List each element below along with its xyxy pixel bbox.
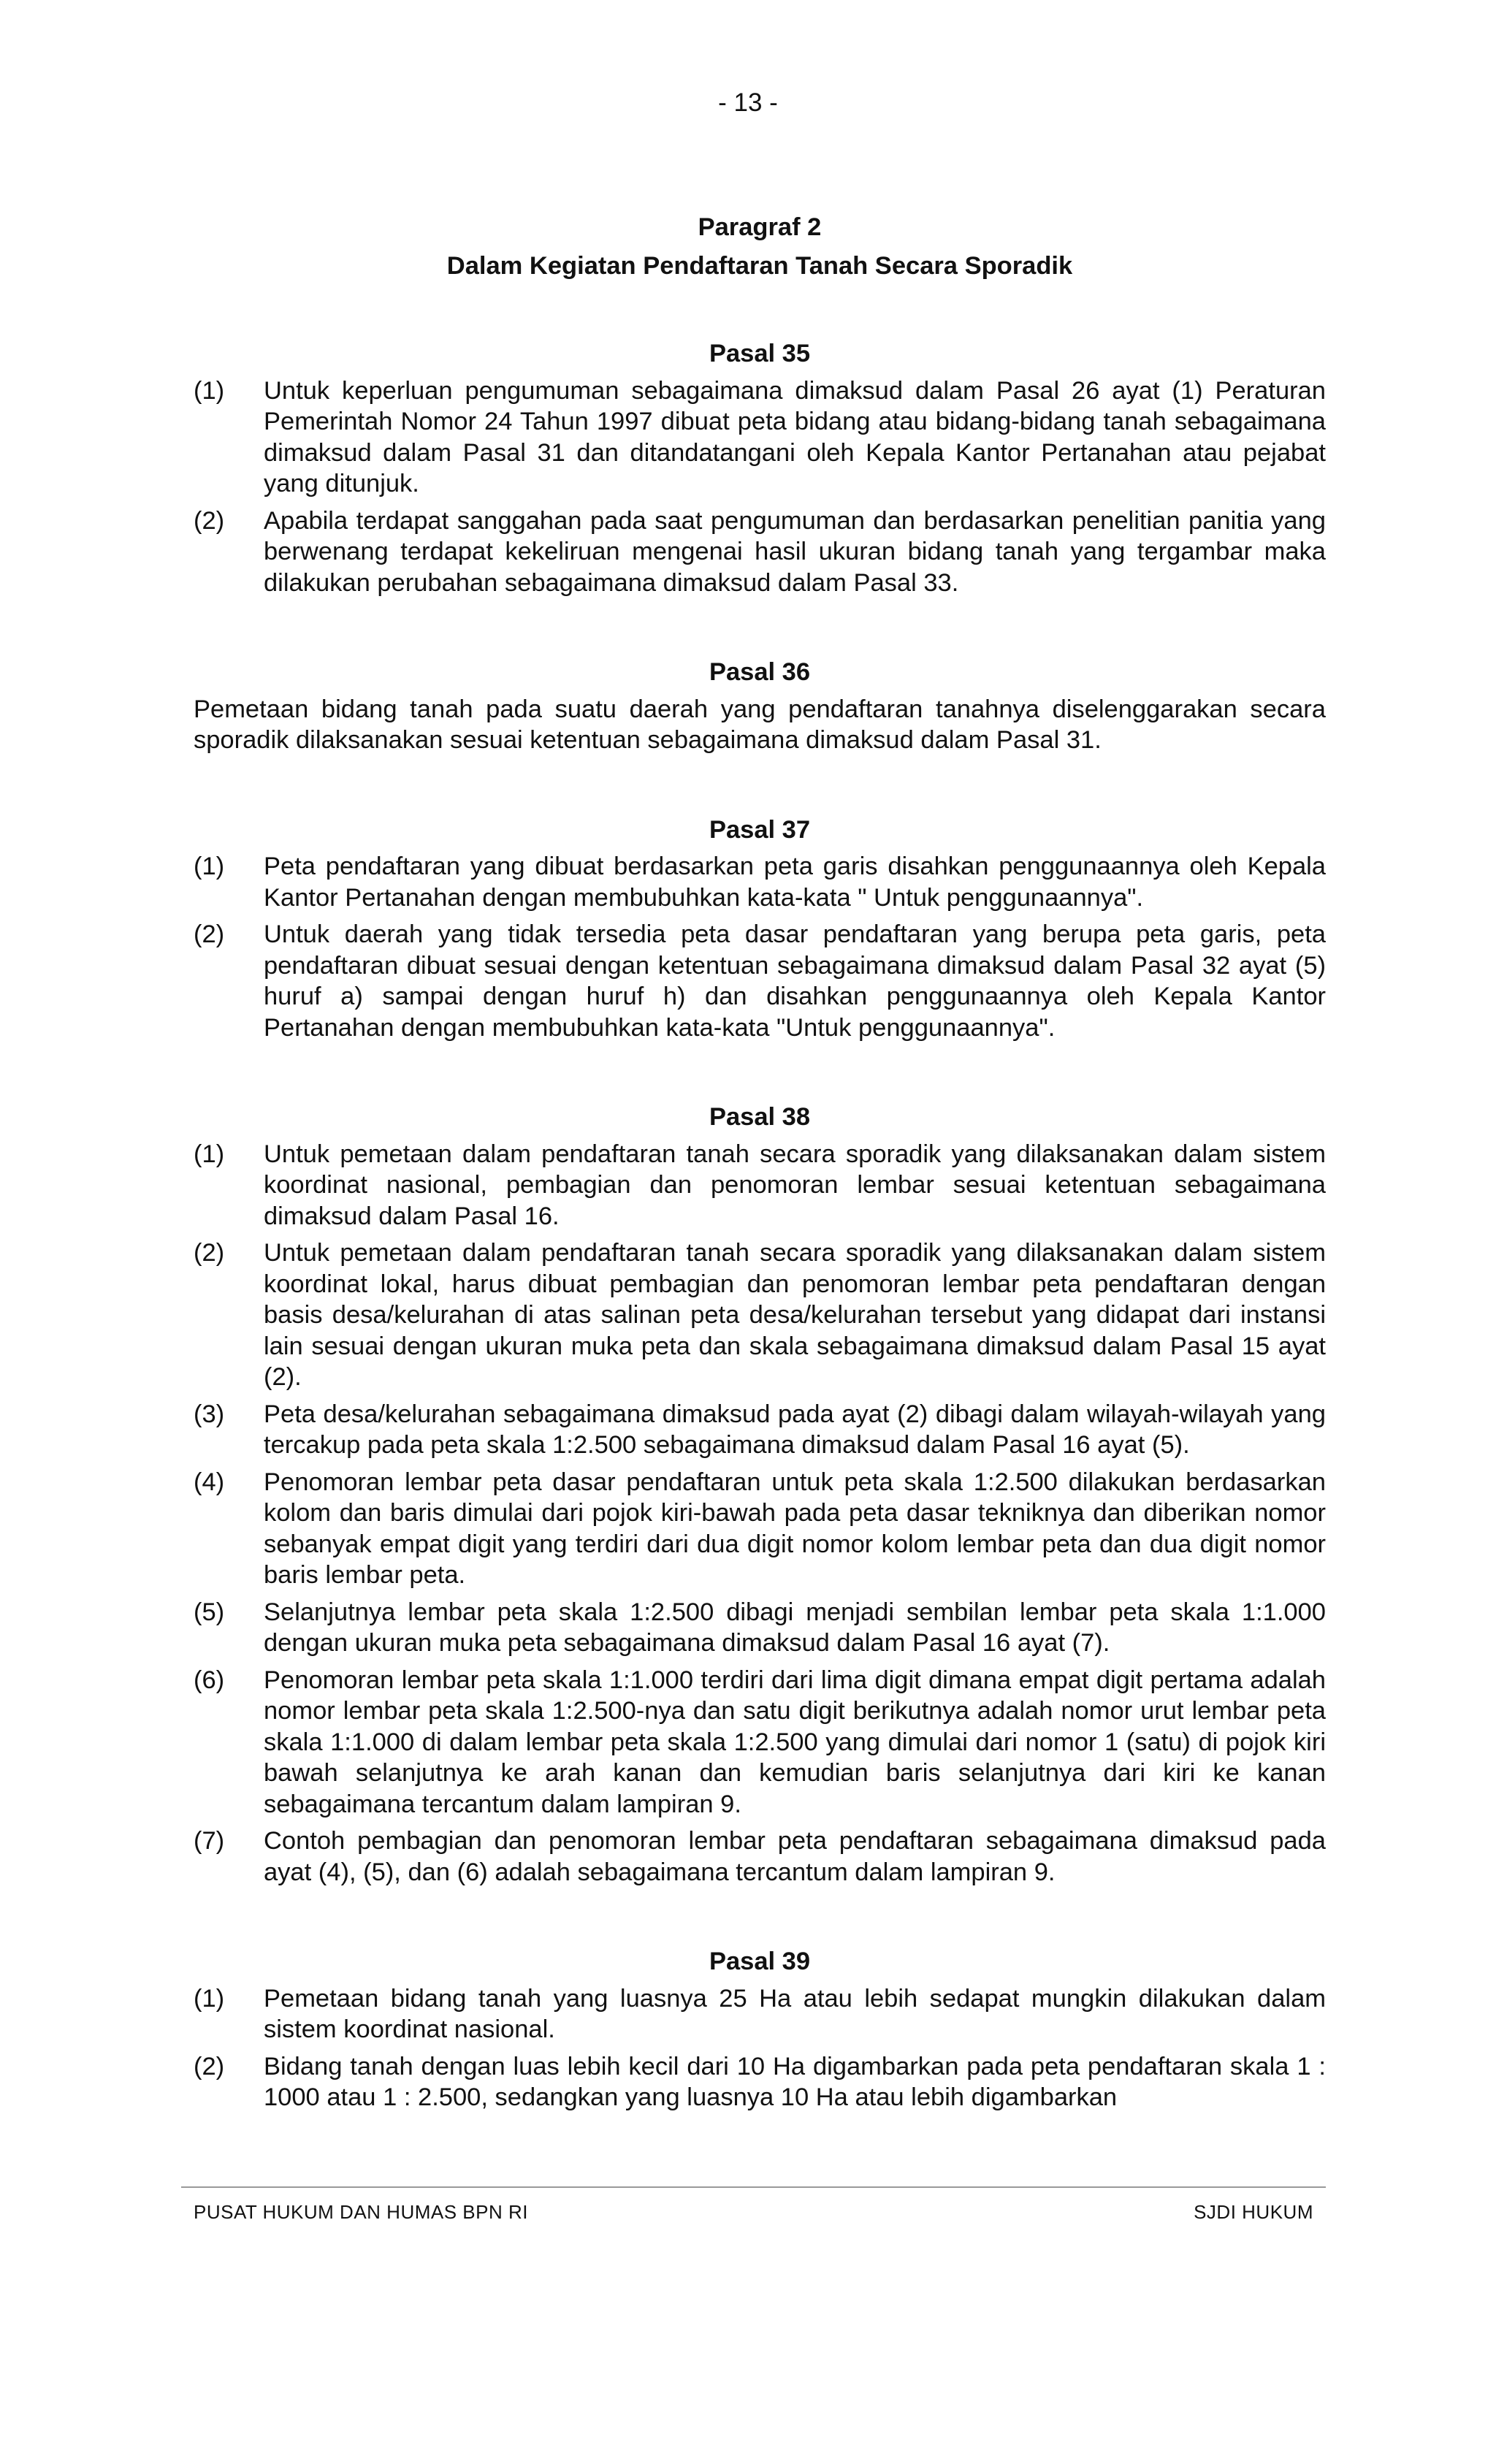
item-number: (2) — [194, 2052, 225, 2080]
document-body — [194, 212, 1326, 2113]
item-number: (1) — [194, 1140, 225, 1168]
pasal-39-item-2 — [194, 2051, 1326, 2113]
item-number: (2) — [194, 506, 225, 535]
item-number: (1) — [194, 376, 225, 405]
pasal-37-title: Pasal 37 — [709, 815, 811, 844]
item-text: Untuk pemetaan dalam pendaftaran tanah secara sporadik yang dilaksanakan dalam sistem koordinat nasional, pembagian dan penomoran lembar sesuai ketentuan sebagaimana dimaksud dalam Pasal 16. — [264, 1140, 1326, 1230]
paragraf-title: Paragraf 2 — [698, 213, 822, 241]
pasal-36-text: Pemetaan bidang tanah pada suatu daerah yang pendaftaran tanahnya diselenggarakan secara sporadik dilaksanakan sesuai ketentuan sebagaimana dimaksud dalam Pasal 31. — [194, 695, 1326, 754]
pasal-38-item-1 — [194, 1139, 1326, 1232]
item-text: Bidang tanah dengan luas lebih kecil dari 10 Ha digambarkan pada peta pendaftaran skala 1 : 1000 atau 1 : 2.500, sedangkan yang luasnya 10 Ha atau lebih digambarkan — [264, 2052, 1326, 2111]
item-number: (3) — [194, 1400, 225, 1428]
footer-right-text: SJDI HUKUM — [1194, 2201, 1313, 2223]
pasal-39-title: Pasal 39 — [709, 1948, 811, 1975]
pasal-38-title: Pasal 38 — [709, 1103, 811, 1131]
pasal-37-item-2 — [194, 919, 1326, 1043]
footer-left-text: PUSAT HUKUM DAN HUMAS BPN RI — [194, 2201, 528, 2223]
item-text: Penomoran lembar peta dasar pendaftaran untuk peta skala 1:2.500 dilakukan berdasarkan kolom dan baris dimulai dari pojok kiri-bawah pada peta dasar tekniknya dan diberikan nomor sebanyak empat digit yang terdiri dari dua digit nomor kolom lembar peta dan dua digit nomor baris lembar peta. — [264, 1468, 1326, 1589]
pasal-35-item-1 — [194, 375, 1326, 500]
item-number: (1) — [194, 853, 225, 880]
item-text: Pemetaan bidang tanah yang luasnya 25 Ha atau lebih sedapat mungkin dilakukan dalam sistem koordinat nasional. — [264, 1984, 1326, 2043]
item-text: Contoh pembagian dan penomoran lembar peta pendaftaran sebagaimana dimaksud pada ayat (4), (5), dan (6) adalah sebagaimana tercantum dalam lampiran 9. — [264, 1827, 1326, 1886]
item-number: (2) — [194, 920, 225, 948]
item-text: Penomoran lembar peta skala 1:1.000 terdiri dari lima digit dimana empat digit pertama adalah nomor lembar peta skala 1:2.500-nya dan satu digit berikutnya adalah nomor urut lembar peta skala 1:1.000 di dalam lembar peta skala 1:2.500 yang dimulai dari nomor 1 (satu) di pojok kiri bawah selanjutnya ke arah kanan dan kemudian baris selanjutnya dari kiri ke kanan sebagaimana tercantum dalam lampiran 9. — [264, 1666, 1326, 1818]
item-text: Apabila terdapat sanggahan pada saat pengumuman dan berdasarkan penelitian panitia yang berwenang terdapat kekeliruan mengenai hasil ukuran bidang tanah yang tergambar maka dilakukan perubahan sebagaimana dimaksud dalam Pasal 33. — [264, 506, 1326, 597]
footer-divider — [181, 2186, 1326, 2188]
pasal-35-title: Pasal 35 — [709, 340, 811, 367]
item-text: Untuk keperluan pengumuman sebagaimana dimaksud dalam Pasal 26 ayat (1) Peraturan Pemerintah Nomor 24 Tahun 1997 dibuat peta bidang atau bidang-bidang tanah sebagaimana dimaksud dalam Pasal 31 dan ditandatangani oleh Kepala Kantor Pertanahan atau pejabat yang ditunjuk. — [264, 376, 1326, 497]
item-text: Peta pendaftaran yang dibuat berdasarkan peta garis disahkan penggunaannya oleh Kepala Kantor Pertanahan dengan membubuhkan kata-kata " Untuk penggunaannya". — [264, 853, 1326, 912]
item-number: (7) — [194, 1827, 225, 1855]
pasal-38-item-6 — [194, 1665, 1326, 1820]
pasal-39-item-1 — [194, 1983, 1326, 2045]
item-number: (6) — [194, 1666, 225, 1694]
pasal-35-item-2 — [194, 506, 1326, 599]
paragraf-subtitle: Dalam Kegiatan Pendaftaran Tanah Secara Sporadik — [446, 251, 1073, 280]
pasal-37-item-1 — [194, 851, 1326, 913]
pasal-38-item-4 — [194, 1467, 1326, 1591]
item-text: Selanjutnya lembar peta skala 1:2.500 dibagi menjadi sembilan lembar peta skala 1:1.000 dengan ukuran muka peta sebagaimana dimaksud dalam Pasal 16 ayat (7). — [264, 1598, 1326, 1657]
item-number: (5) — [194, 1598, 225, 1626]
pasal-38-item-7 — [194, 1826, 1326, 1888]
item-number: (1) — [194, 1984, 225, 2013]
page-number: - 13 - — [718, 88, 778, 117]
item-number: (4) — [194, 1468, 225, 1496]
pasal-36-title: Pasal 36 — [709, 658, 811, 686]
item-text: Untuk daerah yang tidak tersedia peta dasar pendaftaran yang berupa peta garis, peta pendaftaran dibuat sesuai dengan ketentuan sebagaimana dimaksud dalam Pasal 32 ayat (5) huruf a) sampai dengan huruf h) dan disahkan penggunaannya oleh Kepala Kantor Pertanahan dengan membubuhkan kata-kata "Untuk penggunaannya". — [264, 920, 1326, 1042]
item-number: (2) — [194, 1239, 225, 1267]
pasal-38-item-5 — [194, 1597, 1326, 1659]
pasal-38-item-3 — [194, 1399, 1326, 1461]
item-text: Untuk pemetaan dalam pendaftaran tanah secara sporadik yang dilaksanakan dalam sistem koordinat lokal, harus dibuat pembagian dan penomoran lembar peta pendaftaran dengan basis desa/kelurahan di atas salinan peta desa/kelurahan tersebut yang didapat dari instansi lain sesuai dengan ukuran muka peta dan skala sebagaimana dimaksud dalam Pasal 15 ayat (2). — [264, 1239, 1326, 1391]
item-text: Peta desa/kelurahan sebagaimana dimaksud pada ayat (2) dibagi dalam wilayah-wilayah yang tercakup pada peta skala 1:2.500 sebagaimana dimaksud dalam Pasal 16 ayat (5). — [264, 1400, 1326, 1459]
pasal-38-item-2 — [194, 1237, 1326, 1393]
